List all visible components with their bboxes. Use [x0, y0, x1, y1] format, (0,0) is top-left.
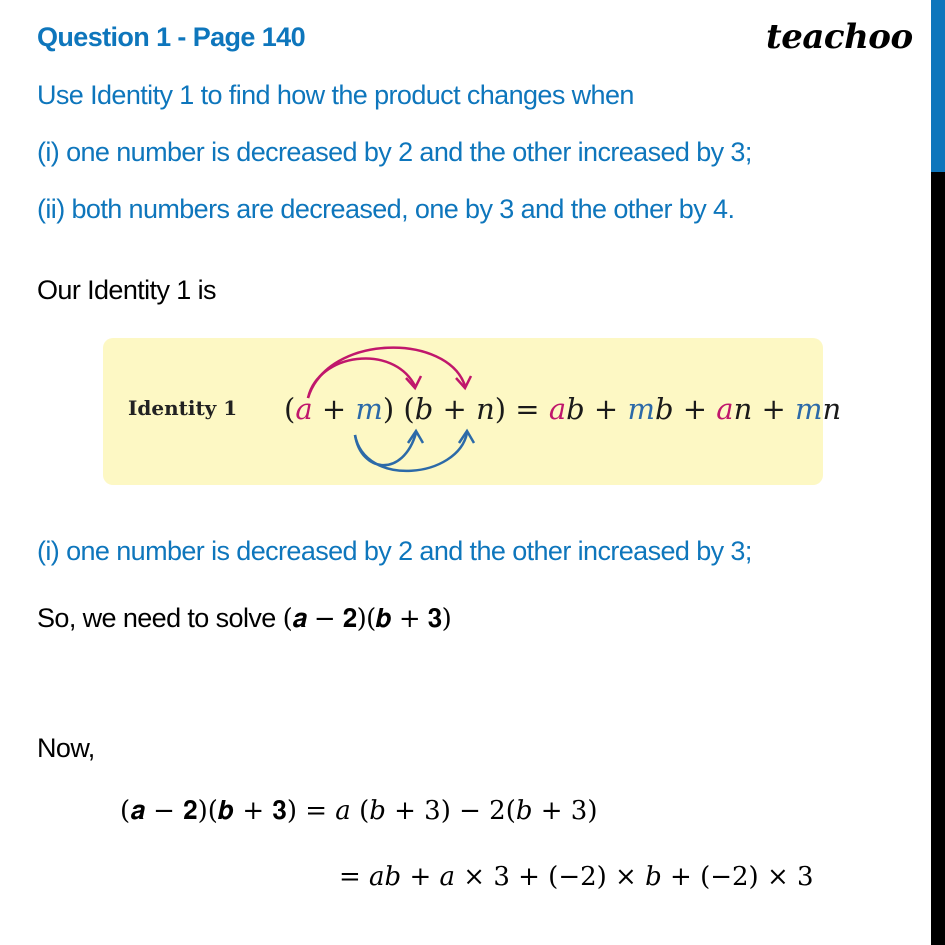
solve-expression: (𝒂 − 𝟐)(𝒃 + 𝟑)	[282, 604, 452, 634]
var-m: m	[795, 392, 823, 426]
var-b: b	[414, 392, 434, 426]
var-b: b	[654, 392, 674, 426]
var-m: m	[355, 392, 383, 426]
identity-equation	[284, 392, 841, 426]
paren: )	[494, 392, 507, 426]
page-title: Question 1 - Page 140	[37, 22, 305, 52]
var-n: n	[822, 392, 842, 426]
expansion-rhs: = 𝑎 (𝑏 + 3) − 2(𝑏 + 3)	[296, 796, 598, 826]
scroll-accent-bar	[931, 0, 945, 172]
equals: =	[506, 392, 549, 426]
var-n: n	[476, 392, 495, 426]
expansion-line-1	[120, 796, 598, 827]
question-intro: Use Identity 1 to find how the product changes when	[37, 80, 634, 110]
paren: (	[403, 392, 415, 426]
var-a: a	[548, 392, 567, 426]
plus: +	[584, 392, 628, 426]
identity-label: Identity 1	[128, 396, 238, 420]
plus: +	[673, 392, 717, 426]
solution-part-i-heading: (i) one number is decreased by 2 and the other increased by 3;	[37, 536, 752, 566]
scroll-track-bar	[931, 172, 945, 945]
plus: +	[752, 392, 796, 426]
solve-statement	[37, 603, 451, 635]
teachoo-logo: teachoo	[766, 17, 913, 57]
plus: +	[312, 392, 356, 426]
now-label: Now,	[37, 733, 95, 763]
var-b: b	[566, 392, 585, 426]
question-part-ii: (ii) both numbers are decreased, one by 3 and the other by 4.	[37, 194, 735, 224]
solve-prefix: So, we need to solve	[37, 603, 283, 633]
var-n: n	[733, 392, 753, 426]
paren: (	[284, 392, 296, 426]
plus: +	[433, 392, 477, 426]
identity-lead-text: Our Identity 1 is	[37, 275, 216, 305]
var-a: a	[295, 392, 313, 426]
question-part-i: (i) one number is decreased by 2 and the other increased by 3;	[37, 137, 752, 167]
expansion-lhs: (𝒂 − 𝟐)(𝒃 + 𝟑)	[120, 796, 297, 826]
var-m: m	[627, 392, 655, 426]
paren: )	[382, 392, 404, 426]
var-a: a	[716, 392, 734, 426]
expansion-line-2: = 𝑎𝑏 + 𝑎 × 3 + (−2) × 𝑏 + (−2) × 3	[339, 862, 814, 892]
